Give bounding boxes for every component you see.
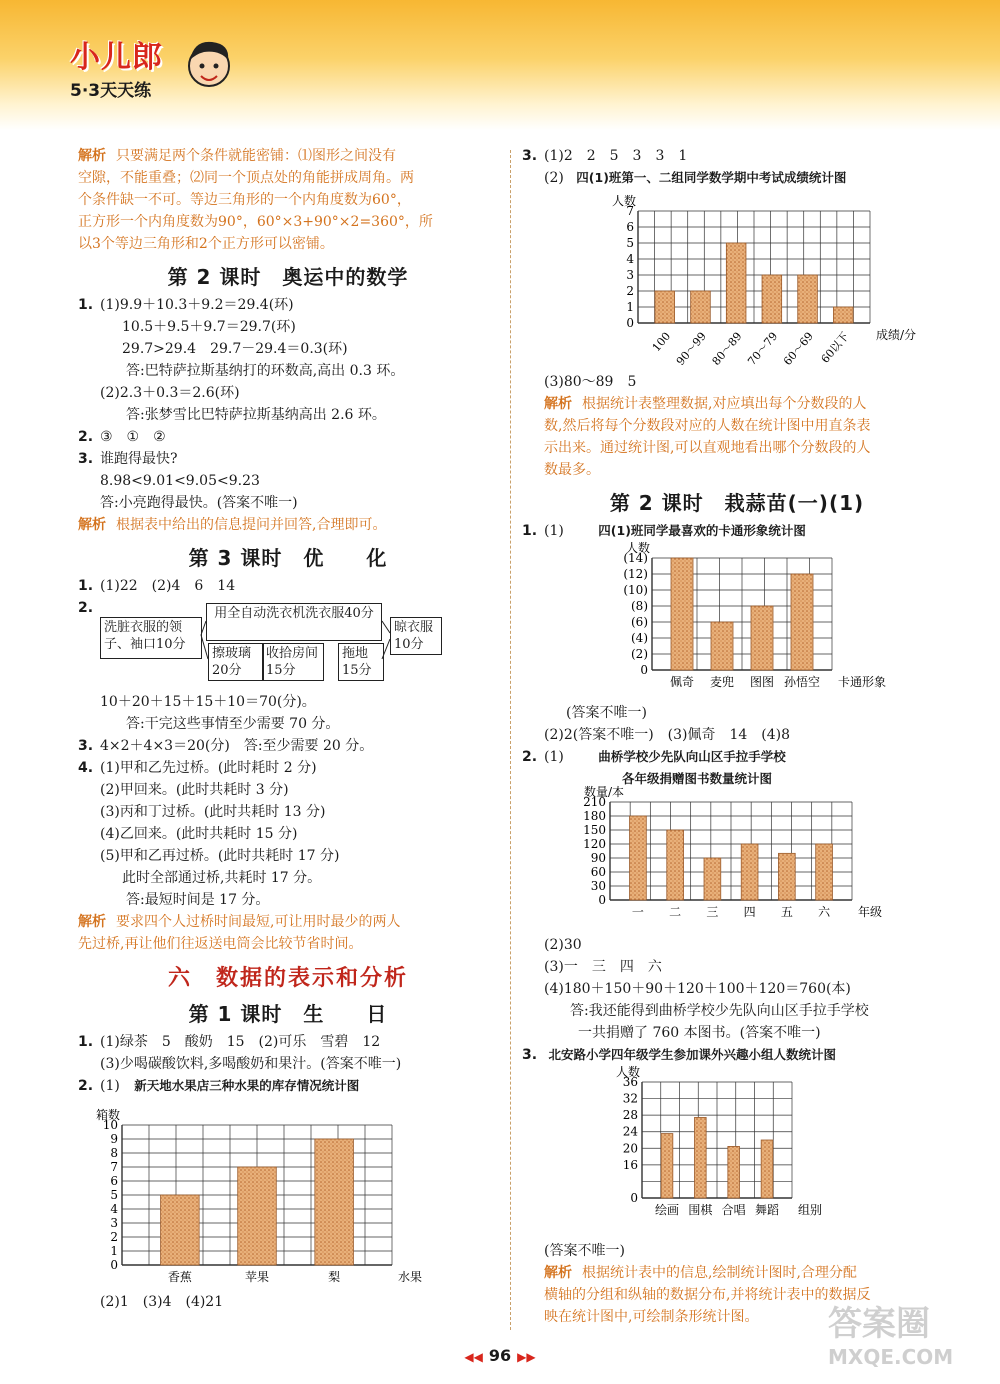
y-tick-label: (2)	[631, 647, 648, 661]
x-axis-label: 成绩/分	[876, 328, 917, 342]
bar	[711, 622, 733, 670]
right-column: 3. (1)2 2 5 3 3 1 (2) 四(1)班第一、二组同学数学期中考试成绩统计图 0 1 2 3 4 5 6 7 人数 100 90～99 80～89 70～79 60～69 60以下 成绩/分 (3)80～89 5 解析 根据统计表整理数据,对应填出每个分数段的人 数,然后将每个分数段对应的人数在统计图中用直条表 示出来。通过统计图,可以直观地看出哪个分数段的人 数最多。 第 2 课时 栽蒜苗(一)(1) 1. (1) 四(1)班同学最喜欢的卡通形象统计图 0 (2) (4) (6) (8) (10) (12) (14) 人数 佩奇 麦兜 图图 孙悟空 卡通形象 (答案不唯一) (2)2(答案不唯一) (3)佩奇 14 (4)8 2. (1) 曲桥学校少先队向山区手拉手学校 各年级捐赠图书数量统计图 0 30 60 90 120 150 180 210 数量/本 一 二 三 四 五 六 年级 (2)30 (3)一 三 四 六 (4)180＋150＋90＋120＋100＋120＝760(本) 答:我还能得到曲桥学校少先队向山区手拉手学校 一共捐赠了 760 本图书。(答案不唯一) 3. 北安路小学四年级学生参加课外兴趣小组人数统计图 0 16 20 24 28 32 36 人数 绘画 围棋 合唱 舞蹈 组别 (答案不唯一) 解析 根据统计表中的信息,绘制统计图时,合理分配 横轴的分组和纵轴的数据分布,并将统计表中的数据反 映在统计图中,可绘制条形统计图。	[522, 145, 952, 1328]
bar	[667, 830, 684, 900]
bar	[161, 1195, 200, 1265]
x-tick-label: 围棋	[688, 1203, 713, 1217]
flow-box: 晾衣服10分	[390, 617, 442, 655]
y-tick-label: 5	[110, 1188, 118, 1202]
y-axis-label: 人数	[612, 194, 637, 208]
bar	[833, 307, 853, 323]
flow-arrows	[100, 603, 440, 689]
chart-title: 各年级捐赠图书数量统计图	[622, 771, 773, 786]
bar	[238, 1167, 277, 1265]
unit-title: 六 数据的表示和分析	[167, 966, 408, 991]
x-tick-label: 70～79	[745, 329, 781, 368]
y-tick-label: (4)	[631, 631, 648, 645]
x-tick-label: 90～99	[673, 329, 709, 368]
y-tick-label: 16	[622, 1157, 638, 1172]
y-tick-label: 5	[626, 236, 634, 250]
section-title: 第 1 课时 生 日	[188, 1002, 388, 1026]
y-axis-label: 人数	[616, 1065, 641, 1079]
flow-box: 拖地15分	[338, 643, 384, 681]
chart-title: 四(1)班同学最喜欢的卡通形象统计图	[598, 523, 806, 538]
chart-books	[562, 785, 902, 930]
bar	[728, 1146, 740, 1198]
prev-arrow-icon: ◀◀	[464, 1350, 483, 1364]
x-axis-label: 卡通形象	[838, 675, 887, 689]
y-tick-label: 210	[583, 795, 606, 809]
section-title: 第 2 课时 栽蒜苗(一)(1)	[609, 491, 865, 515]
y-tick-label: 7	[110, 1160, 118, 1174]
x-tick-label: 80～89	[709, 329, 745, 368]
x-tick-label: 舞蹈	[754, 1203, 780, 1217]
bar	[741, 844, 758, 900]
chart-exam-scores	[542, 189, 942, 367]
x-tick-label: 孙悟空	[783, 675, 821, 689]
x-tick-label: 三	[706, 905, 719, 919]
section-title: 第 3 课时 优 化	[188, 546, 388, 570]
y-tick-label: 0	[598, 893, 606, 907]
left-column: 解析 只要满足两个条件就能密铺：⑴图形之间没有 空隙，不能重叠；⑵同一个顶点处的角能拼成周角。两 个条件缺一不可。等边三角形的一个内角度数为60°， 正方形一个内角度数为90°，60°×3+90°×2=360°，所 以3个等边三角形和2个正方形可以密铺。 第 2 课时 奥运中的数学 1. (1)9.9＋10.3＋9.2＝29.4(环) 10.5＋9.5＋9.7＝29.7(环) 29.7>29.4 29.7－29.4＝0.3(环) 答:巴特萨拉斯基纳打的环数高,高出 0.3 环。 (2)2.3＋0.3＝2.6(环) 答:张梦雪比巴特萨拉斯基纳高出 2.6 环。 2. ③ ① ② 3. 谁跑得最快? 8.98<9.01<9.05<9.23 答:小亮跑得最快。(答案不唯一) 解析 根据表中给出的信息提问并回答,合理即可。 第 3 课时 优 化 1. (1)22 (2)4 6 14 2. 洗脏衣服的领子、袖口10分 用全自动洗衣机洗衣服40分 擦玻璃20分 收拾房间15分 拖地15分 晾衣服10分 10＋20＋15＋15＋10＝70(分)。 答:干完这些事情至少需要 70 分。 3. 4×2＋4×3＝20(分) 答:至少需要 20 分。 4. (1)甲和乙先过桥。(此时耗时 2 分) (2)甲回来。(此时共耗时 3 分) (3)丙和丁过桥。(此时共耗时 13 分) (4)乙回来。(此时共耗时 15 分) (5)甲和乙再过桥。(此时共耗时 17 分) 此时全部通过桥,共耗时 17 分。 答:最短时间是 17 分。 解析 要求四个人过桥时间最短,可让用时最少的两人 先过桥,再让他们往返送电筒会比较节省时间。 六 数据的表示和分析 第 1 课时 生 日 1. (1)绿茶 5 酸奶 15 (2)可乐 雪碧 12 (3)少喝碳酸饮料,多喝酸奶和果汁。(答案不唯一) 2. (1) 新天地水果店三种水果的库存情况统计图 0 1 2 3 4 5 6 7 8 9 10 箱数 香蕉 苹果 梨 水果 (2)1 (3)4 (4)21	[78, 145, 498, 1313]
brand-subtitle: 5·3天天练	[70, 81, 152, 101]
y-tick-label: 1	[626, 300, 634, 314]
x-tick-label: 麦兜	[709, 675, 735, 689]
y-tick-label: 30	[590, 879, 606, 893]
y-tick-label: 20	[622, 1141, 638, 1156]
x-tick-label: 四	[743, 905, 756, 919]
y-tick-label: 2	[626, 284, 634, 298]
section-title: 第 2 课时 奥运中的数学	[167, 265, 409, 289]
bar	[751, 606, 773, 670]
y-tick-label: (10)	[623, 583, 648, 597]
bar	[691, 291, 711, 323]
watermark: 答案圈 MXQE.COM	[828, 1304, 954, 1369]
flow-box: 用全自动洗衣机洗衣服40分	[206, 603, 382, 641]
bar	[816, 844, 833, 900]
y-tick-label: 180	[583, 809, 606, 823]
y-tick-label: 150	[583, 823, 606, 837]
y-tick-label: 6	[626, 220, 634, 234]
bar	[655, 291, 675, 323]
x-tick-label: 一	[631, 905, 644, 919]
x-tick-label: 图图	[749, 675, 775, 689]
y-axis-label: 数量/本	[584, 785, 625, 799]
x-tick-label: 60以下	[818, 329, 852, 366]
x-tick-label: 六	[818, 905, 831, 919]
bar	[791, 574, 813, 670]
y-tick-label: 8	[110, 1146, 118, 1160]
y-tick-label: 4	[626, 252, 634, 266]
bar	[761, 1140, 773, 1198]
column-divider	[510, 150, 511, 1330]
bar	[726, 243, 746, 323]
flow-diagram	[100, 603, 498, 689]
y-tick-label: 3	[626, 268, 634, 282]
explanation-q3: 解析 根据表中给出的信息提问并回答,合理即可。	[78, 517, 387, 533]
y-tick-label: 60	[590, 865, 606, 879]
x-tick-label: 五	[780, 905, 793, 919]
bar	[798, 275, 818, 323]
bar	[762, 275, 782, 323]
brand-logo	[70, 28, 230, 108]
x-tick-label: 香蕉	[167, 1270, 192, 1284]
next-arrow-icon: ▶▶	[517, 1350, 536, 1364]
y-tick-label: (8)	[631, 599, 648, 613]
bar	[704, 858, 721, 900]
x-tick-label: 合唱	[721, 1203, 746, 1217]
chart-title: 北安路小学四年级学生参加课外兴趣小组人数统计图	[548, 1047, 836, 1062]
y-tick-label: 7	[626, 204, 634, 218]
x-axis-label: 水果	[398, 1270, 423, 1284]
y-tick-label: (14)	[623, 551, 648, 565]
y-tick-label: 3	[110, 1216, 118, 1230]
explanation-r1: 解析 根据统计表整理数据,对应填出每个分数段的人 数,然后将每个分数段对应的人数在统计图中用直条表 示出来。通过统计图,可以直观地看出哪个分数段的人 数最多。	[544, 396, 871, 478]
y-tick-label: 28	[622, 1108, 638, 1123]
x-tick-label: 绘画	[654, 1203, 680, 1217]
explanation-r3: 解析 根据统计表中的信息,绘制统计图时,合理分配 横轴的分组和纵轴的数据分布,并将统计表中的数据反 映在统计图中,可绘制条形统计图。	[544, 1265, 871, 1325]
brand-title: 小儿郎	[70, 40, 163, 75]
y-axis-label: 箱数	[96, 1108, 121, 1122]
x-tick-label: 100	[649, 329, 674, 355]
y-tick-label: 90	[590, 851, 606, 865]
flow-box: 收拾房间15分	[262, 643, 324, 681]
y-tick-label: 36	[622, 1075, 638, 1089]
x-tick-label: 60～69	[780, 329, 816, 368]
bar	[315, 1139, 354, 1265]
x-tick-label: 二	[669, 905, 682, 919]
explanation-top: 解析 只要满足两个条件就能密铺：⑴图形之间没有 空隙，不能重叠；⑵同一个顶点处的角能拼成周角。两 个条件缺一不可。等边三角形的一个内角度数为60°， 正方形一个内角度数为90°，60°×3+90°×2=360°，所 以3个等边三角形和2个正方形可以密铺。	[78, 148, 433, 252]
bar	[778, 853, 795, 900]
y-tick-label: 0	[110, 1258, 118, 1272]
y-tick-label: 10	[102, 1118, 118, 1132]
y-tick-label: 120	[583, 837, 606, 851]
y-axis-label: 人数	[626, 541, 651, 555]
chart-clubs	[592, 1066, 852, 1236]
x-tick-label: 梨	[328, 1270, 341, 1284]
bar	[695, 1117, 707, 1198]
y-tick-label: 32	[622, 1091, 638, 1106]
flow-box: 擦玻璃20分	[208, 643, 264, 681]
y-tick-label: 0	[640, 663, 648, 677]
x-tick-label: 苹果	[244, 1270, 270, 1284]
bar	[630, 816, 647, 900]
y-tick-label: 9	[110, 1132, 118, 1146]
x-axis-label: 年级	[858, 905, 883, 919]
page-number: ◀◀ 96 ▶▶	[464, 1346, 536, 1365]
chart-title: 新天地水果店三种水果的库存情况统计图	[134, 1078, 360, 1093]
flow-box: 洗脏衣服的领子、袖口10分	[100, 617, 202, 659]
mascot-icon	[182, 34, 236, 98]
y-tick-label: 2	[110, 1230, 118, 1244]
chart-cartoon	[562, 542, 962, 698]
bar	[661, 1134, 673, 1198]
explanation-q4: 解析 要求四个人过桥时间最短,可让用时最少的两人 先过桥,再让他们往返送电筒会比较节省时间。	[78, 914, 401, 952]
y-tick-label: (12)	[623, 567, 648, 581]
y-tick-label: 0	[630, 1191, 638, 1205]
chart-title: 曲桥学校少先队向山区手拉手学校	[598, 749, 786, 764]
y-tick-label: 24	[622, 1124, 638, 1139]
y-tick-label: 6	[110, 1174, 118, 1188]
chart-title: 四(1)班第一、二组同学数学期中考试成绩统计图	[576, 170, 847, 185]
y-tick-label: (6)	[631, 615, 648, 629]
y-tick-label: 4	[110, 1202, 118, 1216]
x-tick-label: 佩奇	[669, 675, 695, 689]
chart-fruit-stock	[88, 1097, 423, 1287]
y-tick-label: 0	[626, 316, 634, 330]
x-axis-label: 组别	[798, 1203, 823, 1217]
y-tick-label: 1	[110, 1244, 118, 1258]
bar	[671, 558, 693, 670]
